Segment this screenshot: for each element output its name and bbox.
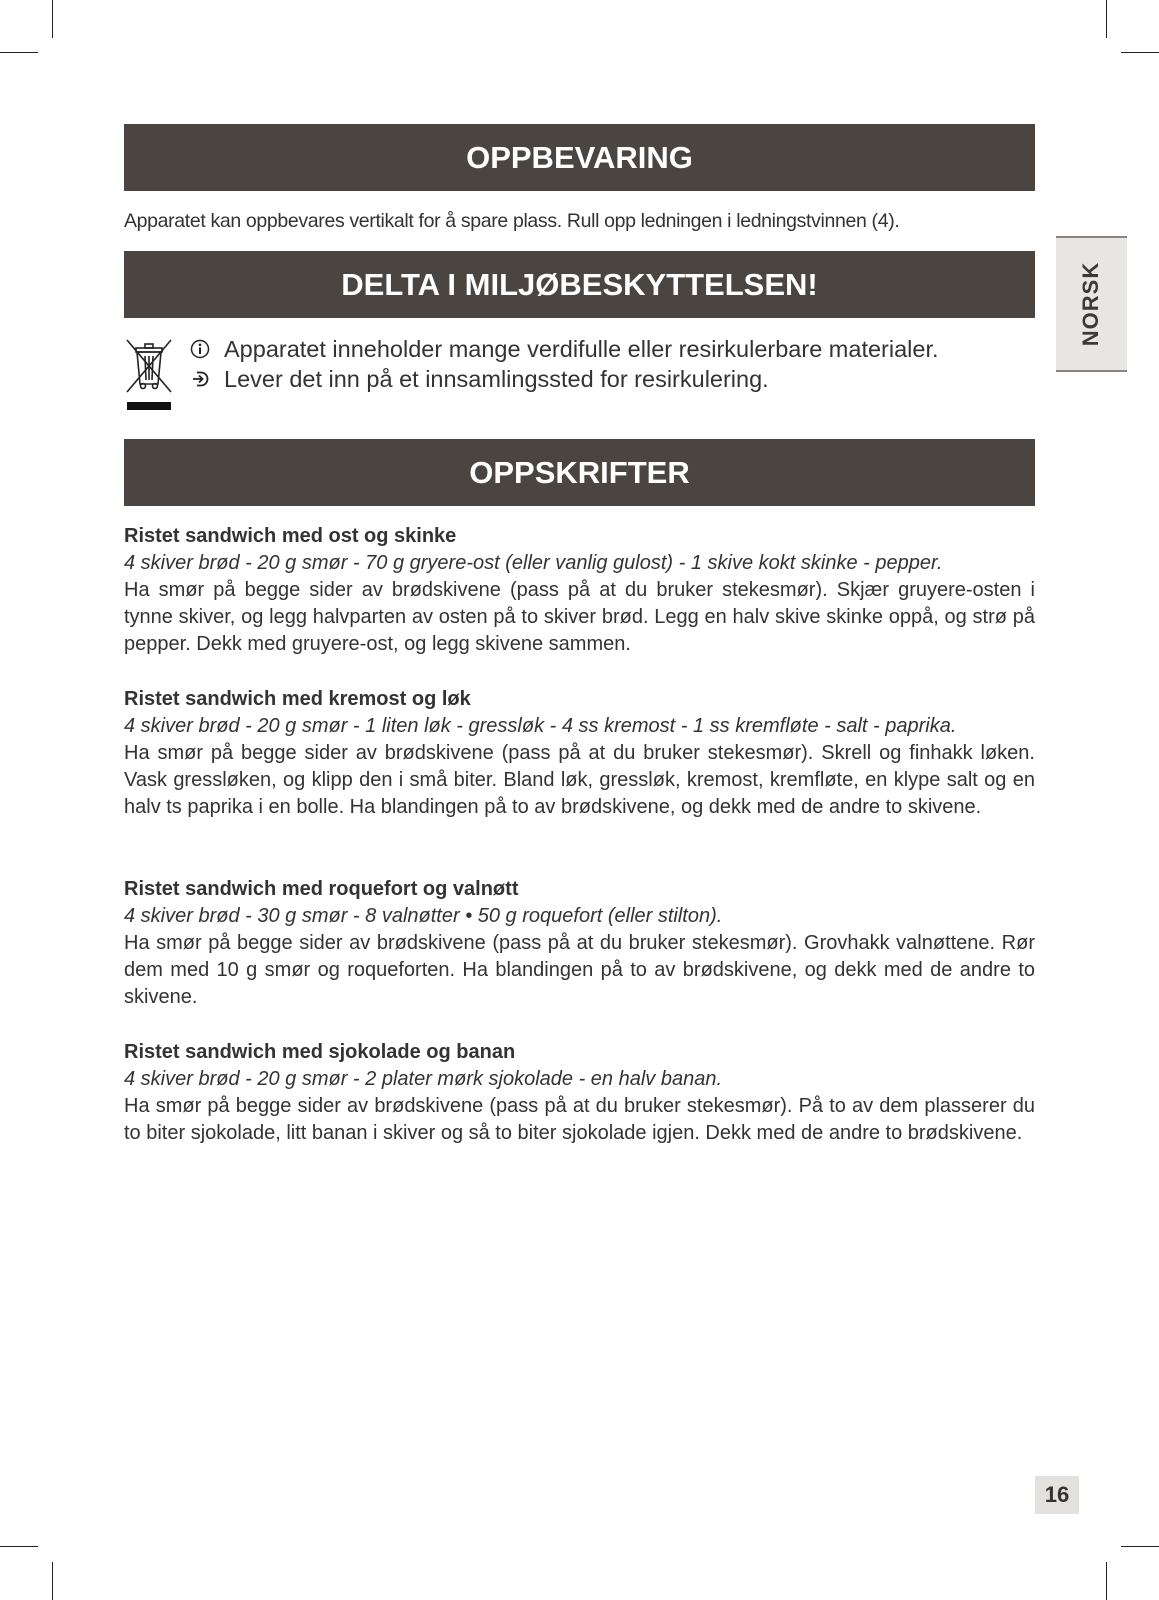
recipe-cream-cheese-onion	[124, 686, 1035, 821]
recipe-body: Ha smør på begge sider av brødskivene (pass på at du bruker stekesmør). Skrell og finhakk løken. Vask gressløken, og klipp den i små biter. Bland løk, gressløk, kremost, kremfløte, en klype salt og en halv ts paprika i en bolle. Ha blandingen på to av brødskivene, og dekk med de andre to skivene.	[124, 742, 1035, 818]
recipe-roquefort-walnut	[124, 876, 1035, 1011]
recipe-title: Ristet sandwich med kremost og løk	[124, 688, 471, 710]
language-tab-label: NORSK	[1078, 261, 1104, 347]
recipe-body: Ha smør på begge sider av brødskivene (pass på at du bruker stekesmør). På to av dem plasserer du to biter sjokolade, litt banan i skiver og så to biter sjokolade igjen. Dekk med de andre to brødskivene.	[124, 1095, 1035, 1144]
storage-heading: OPPBEVARING	[124, 124, 1035, 191]
recipe-chocolate-banana	[124, 1039, 1035, 1147]
crop-mark	[1121, 52, 1159, 53]
recipe-body: Ha smør på begge sider av brødskivene (pass på at du bruker stekesmør). Skjær gruyere-osten i tynne skiver, og legg halvparten av osten på to skiver brød. Legg en halv skive skinke oppå, og strø på pepper. Dekk med gruyere-ost, og legg skivene sammen.	[124, 579, 1035, 655]
env-action-line	[190, 364, 769, 394]
wheelie-bin-icon	[124, 338, 174, 414]
crop-mark	[52, 1562, 53, 1600]
recipe-ham-cheese	[124, 523, 1035, 658]
recipe-body: Ha smør på begge sider av brødskivene (pass på at du bruker stekesmør). Grovhakk valnøttene. Rør dem med 10 g smør og roqueforten. Ha blandingen på to av brødskivene, og dekk med de andre to skivene.	[124, 932, 1035, 1008]
environment-heading: DELTA I MILJØBESKYTTELSEN!	[124, 251, 1035, 318]
env-info-line	[190, 334, 939, 364]
recipe-ingredients: 4 skiver brød - 20 g smør - 2 plater mørk sjokolade - en halv banan.	[124, 1068, 723, 1090]
page-number: 16	[1035, 1476, 1079, 1514]
recipe-title: Ristet sandwich med sjokolade og banan	[124, 1041, 516, 1063]
crop-mark	[1121, 1546, 1159, 1547]
crop-mark	[1106, 1562, 1107, 1600]
recipe-ingredients: 4 skiver brød - 20 g smør - 1 liten løk - gressløk - 4 ss kremost - 1 ss kremfløte - salt - paprika.	[124, 715, 957, 737]
recipe-ingredients: 4 skiver brød - 20 g smør - 70 g gryere-ost (eller vanlig gulost) - 1 skive kokt skinke - pepper.	[124, 552, 943, 574]
crop-mark	[0, 1546, 38, 1547]
arrow-right-icon	[190, 369, 224, 389]
env-info-text: Apparatet inneholder mange verdifulle eller resirkulerbare materialer.	[224, 336, 939, 362]
crop-mark	[52, 0, 53, 38]
crop-mark	[1106, 0, 1107, 38]
language-tab	[1056, 236, 1127, 372]
recipe-ingredients: 4 skiver brød - 30 g smør - 8 valnøtter • 50 g roquefort (eller stilton).	[124, 905, 723, 927]
storage-text: Apparatet kan oppbevares vertikalt for å spare plass. Rull opp ledningen i ledningstvinnen (4).	[124, 210, 900, 232]
recipes-heading: OPPSKRIFTER	[124, 439, 1035, 506]
recipe-title: Ristet sandwich med roquefort og valnøtt	[124, 878, 519, 900]
recipe-title: Ristet sandwich med ost og skinke	[124, 525, 457, 547]
crop-mark	[0, 52, 38, 53]
info-icon	[190, 339, 224, 359]
env-action-text: Lever det inn på et innsamlingssted for resirkulering.	[224, 366, 769, 392]
